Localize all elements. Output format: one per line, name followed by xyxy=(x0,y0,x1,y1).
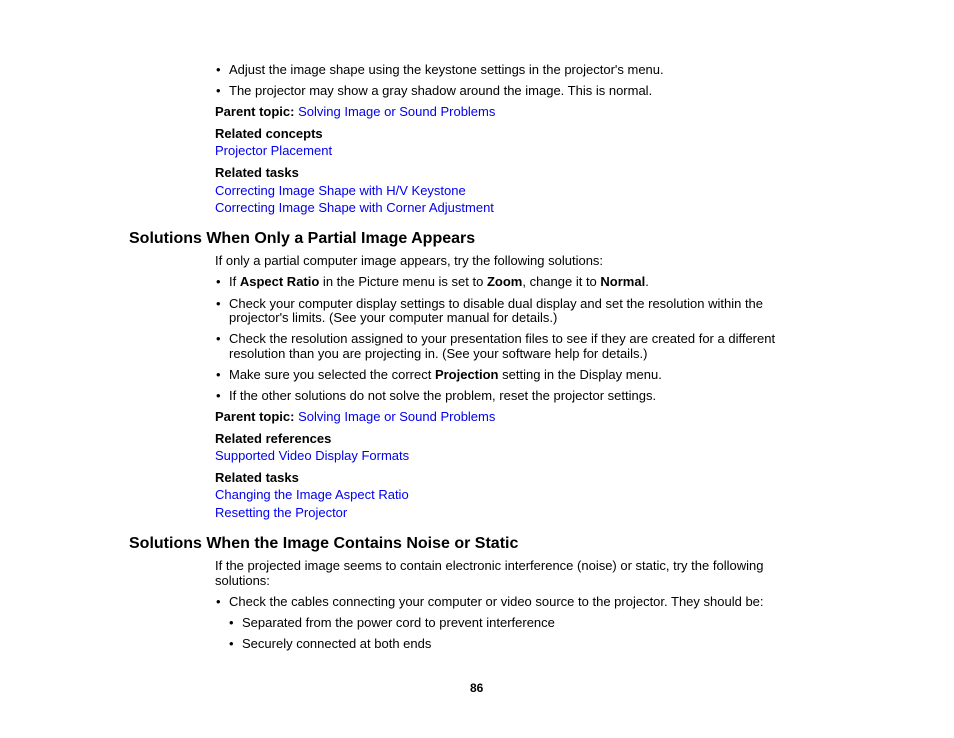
bullet-marker: • xyxy=(216,331,221,346)
bullet-text: If the other solutions do not solve the problem, reset the projector settings. xyxy=(229,388,657,403)
related-tasks-heading: Related tasks xyxy=(215,165,299,180)
sub-bullet-marker: • xyxy=(229,615,234,630)
related-tasks-heading: Related tasks xyxy=(215,470,299,485)
bullet-marker: • xyxy=(216,296,221,311)
bullet-text-line: projector's limits. (See your computer manual for details.) xyxy=(229,310,558,325)
section-intro-line: solutions: xyxy=(215,573,270,588)
bullet-text: The projector may show a gray shadow around the image. This is normal. xyxy=(229,83,653,98)
parent-topic-link[interactable]: Solving Image or Sound Problems xyxy=(298,409,496,424)
related-task-link[interactable]: Correcting Image Shape with Corner Adjustment xyxy=(215,200,494,215)
parent-topic-link[interactable]: Solving Image or Sound Problems xyxy=(298,104,496,119)
sub-bullet-text: Securely connected at both ends xyxy=(242,636,432,651)
section-heading: Solutions When Only a Partial Image Appears xyxy=(129,230,476,247)
related-task-link[interactable]: Correcting Image Shape with H/V Keystone xyxy=(215,183,466,198)
parent-topic-line xyxy=(215,104,495,119)
bullet-text-line: resolution than you are projecting in. (See your software help for details.) xyxy=(229,346,648,361)
parent-topic-label: Parent topic: xyxy=(215,409,295,424)
parent-topic-line xyxy=(215,409,495,424)
related-concept-link[interactable]: Projector Placement xyxy=(215,143,333,158)
section-heading: Solutions When the Image Contains Noise or Static xyxy=(129,535,519,552)
bullet-marker: • xyxy=(216,388,221,403)
bullet-text: Check the cables connecting your computer or video source to the projector. They should be: xyxy=(229,594,764,609)
bullet-marker: • xyxy=(216,594,221,609)
bullet-text: If Aspect Ratio in the Picture menu is set to Zoom, change it to Normal. xyxy=(229,274,649,289)
related-task-link[interactable]: Resetting the Projector xyxy=(215,505,348,520)
related-task-link[interactable]: Changing the Image Aspect Ratio xyxy=(215,487,409,502)
bullet-text: Make sure you selected the correct Projection setting in the Display menu. xyxy=(229,367,662,382)
section-intro: If only a partial computer image appears, try the following solutions: xyxy=(215,253,604,268)
bullet-marker: • xyxy=(216,83,221,98)
bullet-marker: • xyxy=(216,367,221,382)
sub-bullet-marker: • xyxy=(229,636,234,651)
related-concepts-heading: Related concepts xyxy=(215,126,323,141)
section-intro-line: If the projected image seems to contain electronic interference (noise) or static, try the following xyxy=(215,558,764,573)
related-references-heading: Related references xyxy=(215,431,332,446)
bullet-text: Adjust the image shape using the keystone settings in the projector's menu. xyxy=(229,62,664,77)
sub-bullet-text: Separated from the power cord to prevent interference xyxy=(242,615,555,630)
parent-topic-label: Parent topic: xyxy=(215,104,295,119)
related-reference-link[interactable]: Supported Video Display Formats xyxy=(215,448,410,463)
bullet-marker: • xyxy=(216,274,221,289)
bullet-text-line: Check the resolution assigned to your presentation files to see if they are created for a different xyxy=(229,331,776,346)
bullet-text-line: Check your computer display settings to disable dual display and set the resolution within the xyxy=(229,296,764,311)
bullet-marker: • xyxy=(216,62,221,77)
page-number: 86 xyxy=(470,681,484,695)
